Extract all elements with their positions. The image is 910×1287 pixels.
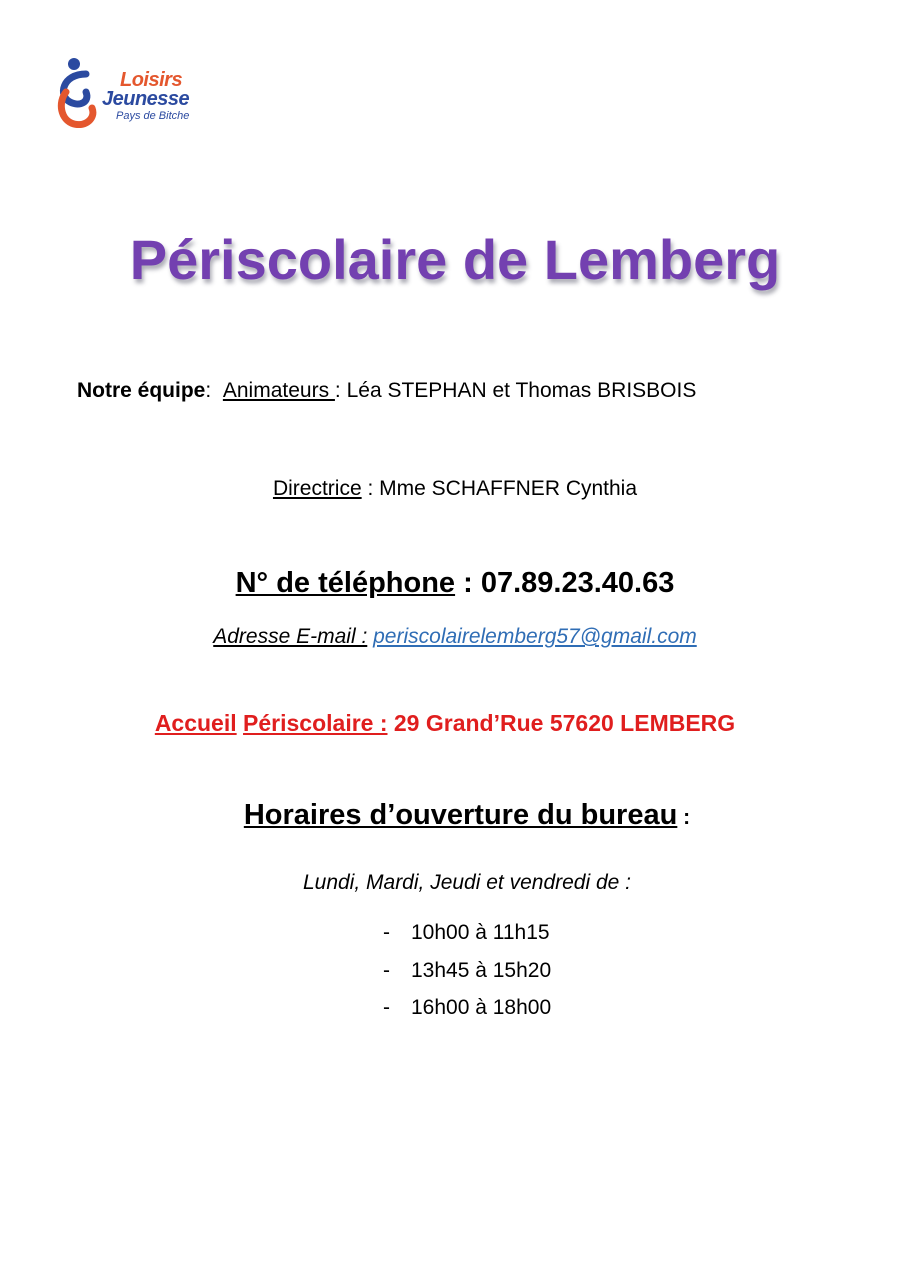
team-label-colon: : (205, 379, 212, 402)
time-slot: 13h45 à 15h20 (411, 958, 552, 982)
director-line (0, 474, 910, 504)
opening-days: Lundi, Mardi, Jeudi et vendredi de : (302, 871, 632, 894)
phone-number: : 07.89.23.40.63 (455, 567, 675, 599)
bullet-dash: - (383, 958, 390, 982)
loisirs-jeunesse-logo (56, 56, 226, 128)
team-role: Animateurs (222, 379, 335, 402)
hours-list-item (383, 989, 551, 1027)
phone-line (0, 564, 910, 602)
logo-text-jeunesse: Jeunesse (102, 88, 190, 110)
address-line (0, 708, 890, 738)
email-link[interactable]: periscolairelemberg57@gmail.com (373, 625, 697, 648)
hours-list-item (383, 914, 551, 952)
hours-title-colon: : (677, 806, 691, 829)
address-word-periscolaire: Périscolaire : (243, 710, 388, 736)
team-names: : Léa STEPHAN et Thomas BRISBOIS (334, 379, 697, 402)
address-value: 29 Grand’Rue 57620 LEMBERG (387, 710, 736, 736)
hours-list (383, 914, 551, 1027)
logo-text-loisirs: Loisirs (120, 69, 183, 91)
director-name: : Mme SCHAFFNER Cynthia (361, 477, 638, 500)
address-word-accueil: Accueil (154, 710, 237, 736)
page-title: Périscolaire de Lemberg (129, 228, 781, 291)
team-line (77, 376, 696, 406)
hours-title (0, 796, 910, 837)
email-label: Adresse E-mail : (213, 625, 368, 648)
logo-swirl-icon (56, 56, 102, 128)
team-label: Notre équipe (77, 379, 206, 402)
phone-label: N° de téléphone (235, 567, 456, 599)
hours-title-text: Horaires d’ouverture du bureau (243, 799, 678, 831)
time-slot: 16h00 à 18h00 (411, 996, 552, 1019)
time-slot: 10h00 à 11h15 (411, 921, 550, 944)
bullet-dash: - (383, 996, 390, 1019)
email-line (0, 622, 910, 652)
bullet-dash: - (383, 921, 390, 944)
director-role: Directrice (272, 477, 362, 500)
logo-text-pays-de-bitche: Pays de Bitche (116, 110, 190, 122)
hours-list-item (383, 952, 551, 990)
